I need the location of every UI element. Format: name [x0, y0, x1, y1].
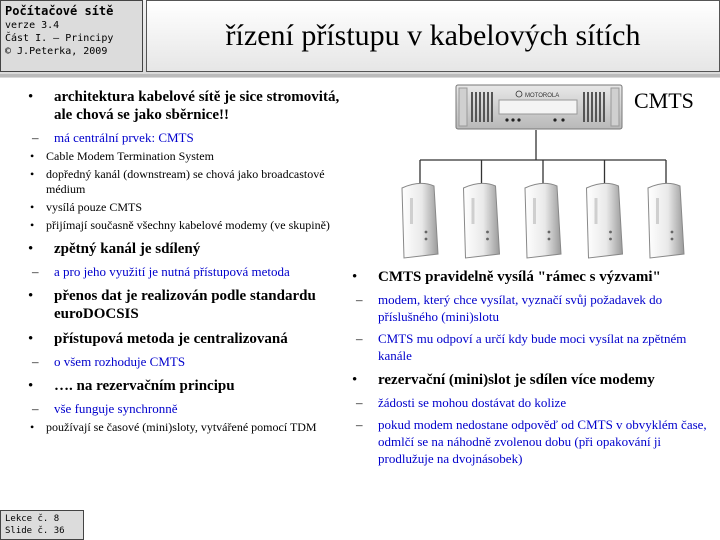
slide-number: Slide č. 36: [5, 526, 65, 536]
slide-title: řízení přístupu v kabelových sítích: [225, 19, 641, 52]
sub-collision: – žádosti se mohou dostávat do kolize: [350, 394, 715, 411]
bullet-shared-slot: • rezervační (mini)slot je sdílen více modemy: [350, 371, 715, 389]
sub-item-modems-receive: • přijímají současně všechny kabelové modemy (ve skupině): [26, 218, 356, 233]
cable-modem-icon: [464, 160, 500, 258]
cmts-brand-text: MOTOROLA: [525, 93, 560, 99]
sub-modem-request: – modem, který chce vysílat, vyznačí svůj požadavek do příslušného (mini)slotu: [350, 291, 715, 325]
course-info-box: [0, 0, 143, 72]
bullet-eurodocsis: • přenos dat je realizován podle standardu euroDOCSIS: [26, 287, 356, 323]
sub-item-downstream: • dopředný kanál (downstream) se chová jako broadcastové médium: [26, 167, 356, 197]
cable-modem-icon: [525, 160, 561, 258]
course-title: Počítačové sítě: [5, 4, 114, 18]
bullet-centralized: • přístupová metoda je centralizovaná: [26, 330, 356, 348]
course-part: Část I. – Principy: [5, 33, 114, 44]
slide-title-box: [146, 0, 720, 72]
footer-box: [0, 510, 84, 540]
sub-synchronous: – vše funguje synchronně: [26, 400, 356, 417]
sub-cmts-reply: – CMTS mu odpoví a určí kdy bude moci vysílat na zpětném kanále: [350, 330, 715, 364]
network-topology: [390, 128, 710, 263]
bullet-upstream-shared: • zpětný kanál je sdílený: [26, 240, 356, 258]
sub-item-timeslots: • používají se časové (mini)sloty, vytvářené pomocí TDM: [26, 420, 356, 435]
bullet-reservation: • …. na rezervačním principu: [26, 377, 356, 395]
sub-item-cmts: • Cable Modem Termination System: [26, 149, 356, 164]
right-bullet-list: [350, 268, 715, 467]
header-separator: [0, 74, 720, 77]
course-version: verze 3.4: [5, 20, 60, 31]
cable-modem-icon: [587, 160, 623, 258]
modem-group: [402, 160, 684, 258]
cable-modem-icon: [402, 160, 438, 258]
left-bullet-list: [26, 88, 356, 435]
cable-modem-icon: [648, 160, 684, 258]
bullet-polling-frame: • CMTS pravidelně vysílá "rámec s výzvami": [350, 268, 715, 286]
sub-access-method: – a pro jeho využití je nutná přístupová metoda: [26, 263, 356, 280]
sub-cmts-decides: – o všem rozhoduje CMTS: [26, 353, 356, 370]
course-copyright: © J.Peterka, 2009: [5, 46, 108, 57]
sub-backoff: – pokud modem nedostane odpověď od CMTS v obvyklém čase, odmlčí se na náhodně zvolenou dobu (při opakování ji prodlužuje na dvojnásobek): [350, 416, 715, 467]
sub-item-cmts-only: • vysílá pouze CMTS: [26, 200, 356, 215]
cmts-device-image: [455, 84, 623, 130]
cmts-label: CMTS: [634, 88, 694, 113]
lesson-number: Lekce č. 8: [5, 514, 60, 524]
bullet-architecture: • architektura kabelové sítě je sice stromovitá, ale chová se jako sběrnice!!: [26, 88, 356, 124]
sub-central-element: – má centrální prvek: CMTS: [26, 129, 356, 146]
